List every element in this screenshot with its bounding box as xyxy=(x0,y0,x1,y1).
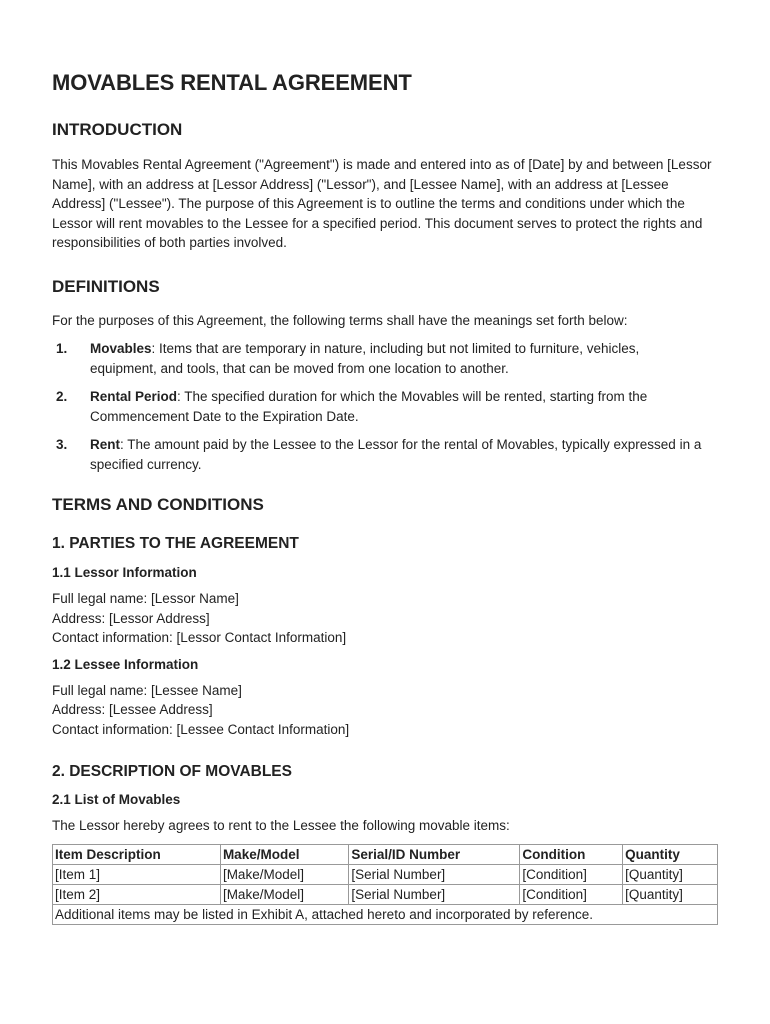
definition-term: Rent xyxy=(90,437,120,452)
movables-lead: The Lessor hereby agrees to rent to the Lessee the following movable items: xyxy=(52,818,510,833)
document-title: MOVABLES RENTAL AGREEMENT xyxy=(52,70,412,95)
header-item-description: Item Description xyxy=(53,844,221,864)
table-row xyxy=(53,864,718,884)
definition-term: Movables xyxy=(90,341,152,356)
introduction-text: This Movables Rental Agreement ("Agreement") is made and entered into as of [Date] by and between [Lessor Name], with an address at [Lessor Address] ("Lessor"), and [Lessee Name], with an address at [Lessee Address] ("Lessee"). The purpose of this Agreement is to outline the terms and conditions under which the Lessor will rent movables to the Lessee for a specified period. This document serves to protect the rights and responsibilities of both parties involved. xyxy=(52,157,712,250)
definition-number: 3. xyxy=(56,437,68,452)
table-footer-row xyxy=(53,904,718,924)
lessee-info-heading: 1.2 Lessee Information xyxy=(52,656,199,672)
cell-make-model: [Make/Model] xyxy=(220,864,348,884)
header-serial-id: Serial/ID Number xyxy=(349,844,520,864)
parties-heading: 1. PARTIES TO THE AGREEMENT xyxy=(52,535,299,552)
introduction-heading: INTRODUCTION xyxy=(52,120,183,139)
table-header-row xyxy=(53,844,718,864)
lessee-address: Address: [Lessee Address] xyxy=(52,702,213,717)
definition-body xyxy=(90,339,718,378)
definition-body xyxy=(90,387,718,426)
terms-heading: TERMS AND CONDITIONS xyxy=(52,495,264,514)
cell-item: [Item 2] xyxy=(53,884,221,904)
cell-condition: [Condition] xyxy=(520,864,623,884)
definition-item xyxy=(52,435,718,474)
description-heading: 2. DESCRIPTION OF MOVABLES xyxy=(52,763,292,780)
definition-number: 2. xyxy=(56,389,68,404)
definition-body xyxy=(90,435,718,474)
cell-serial: [Serial Number] xyxy=(349,864,520,884)
definition-item xyxy=(52,339,718,378)
table-row xyxy=(53,884,718,904)
cell-make-model: [Make/Model] xyxy=(220,884,348,904)
movables-table xyxy=(52,844,718,925)
lessor-address: Address: [Lessor Address] xyxy=(52,610,210,626)
lessee-info xyxy=(52,681,718,740)
list-of-movables-heading: 2.1 List of Movables xyxy=(52,792,181,807)
definition-text: : The specified duration for which the Movables will be rented, starting from the Commencement Date to the Expiration Date. xyxy=(90,389,648,424)
definition-number: 1. xyxy=(56,341,68,356)
lessor-contact: Contact information: [Lessor Contact Information] xyxy=(52,630,347,645)
lessor-info-heading: 1.1 Lessor Information xyxy=(52,565,197,580)
definition-item xyxy=(52,387,718,426)
header-condition: Condition xyxy=(520,844,623,864)
lessor-name: Full legal name: [Lessor Name] xyxy=(52,591,239,606)
cell-quantity: [Quantity] xyxy=(623,884,718,904)
cell-quantity: [Quantity] xyxy=(623,864,718,884)
definition-text: : The amount paid by the Lessee to the Lessor for the rental of Movables, typically expressed in a specified currency. xyxy=(90,437,702,472)
header-quantity: Quantity xyxy=(623,844,718,864)
cell-condition: [Condition] xyxy=(520,884,623,904)
cell-item: [Item 1] xyxy=(53,864,221,884)
lessee-name: Full legal name: [Lessee Name] xyxy=(52,682,242,698)
cell-serial: [Serial Number] xyxy=(349,884,520,904)
lessor-info xyxy=(52,589,718,648)
table-footer-note: Additional items may be listed in Exhibit A, attached hereto and incorporated by reference. xyxy=(53,904,718,924)
definition-term: Rental Period xyxy=(90,389,178,404)
header-make-model: Make/Model xyxy=(220,844,348,864)
definition-text: : Items that are temporary in nature, including but not limited to furniture, vehicles, equipment, and tools, that can be moved from one location to another. xyxy=(90,341,640,376)
definitions-list xyxy=(52,339,718,474)
definitions-heading: DEFINITIONS xyxy=(52,276,160,296)
definitions-lead: For the purposes of this Agreement, the following terms shall have the meanings set forth below: xyxy=(52,312,628,328)
lessee-contact: Contact information: [Lessee Contact Information] xyxy=(52,721,350,737)
